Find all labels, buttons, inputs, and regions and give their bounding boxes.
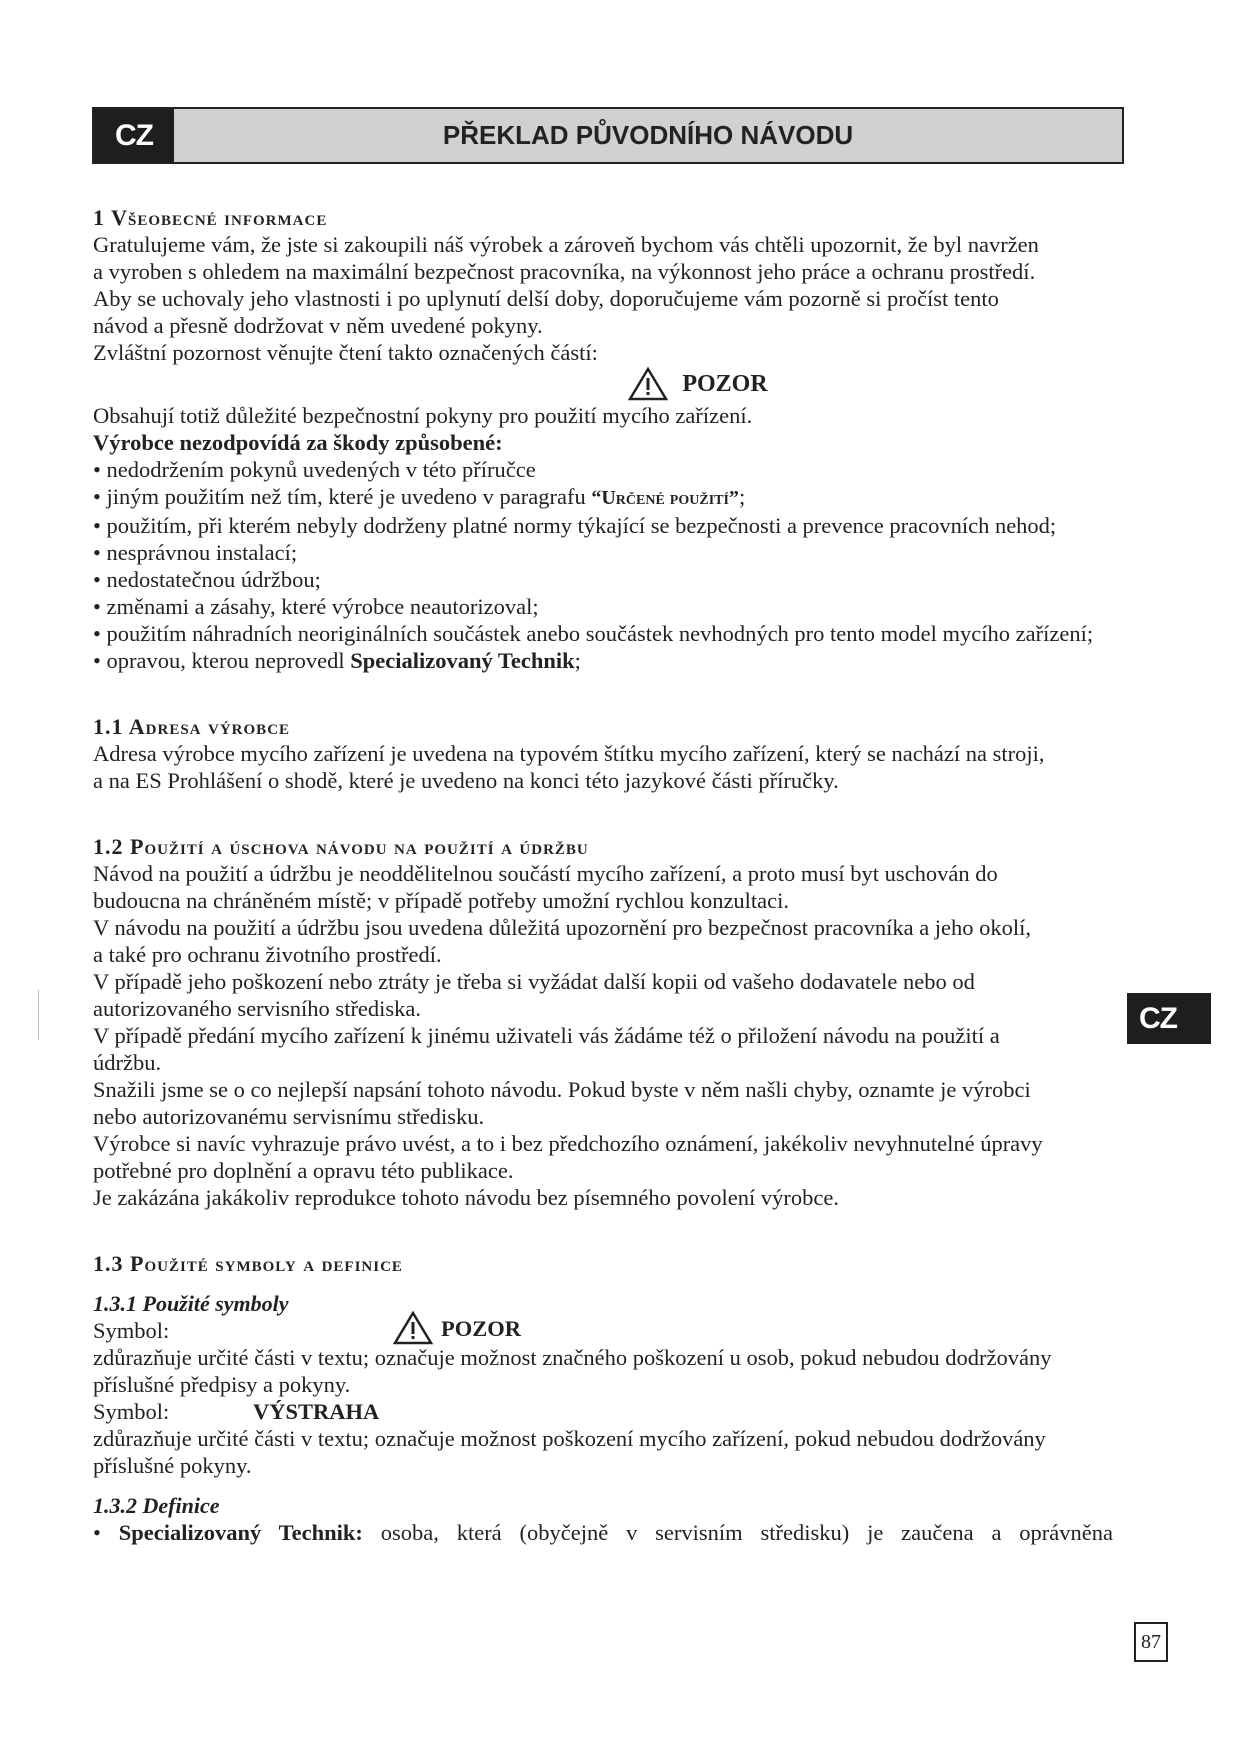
text-line: budoucna na chráněném místě; v případě potřeby umožní rychlou konzultaci. — [93, 888, 790, 913]
text-line: Je zakázána jakákoliv reprodukce tohoto návodu bez písemného povolení výrobce. — [93, 1185, 839, 1210]
list-item: • opravou, kterou neprovedl Specializovaný Technik; — [93, 647, 1173, 674]
page-number: 87 — [1134, 1622, 1168, 1662]
text-line: Obsahují totiž důležité bezpečnostní pokyny pro použití mycího zařízení. — [93, 403, 753, 428]
text-line: Snažili jsme se o co nejlepší napsání tohoto návodu. Pokud byste v něm našli chyby, oznamte je výrobci — [93, 1077, 1031, 1102]
section-1-3-title: 1.3 Použité symboly a definice — [93, 1251, 403, 1276]
definition-term: Specializovaný Technik: — [118, 1520, 363, 1545]
text-line: V případě předání mycího zařízení k jinému uživateli vás žádáme též o přiložení návodu na použití a — [93, 1023, 1000, 1048]
reference-text: “Určené použití” — [591, 487, 739, 509]
list-item: • nesprávnou instalací; — [93, 539, 1173, 566]
margin-line — [38, 990, 39, 1040]
list-item: • nedostatečnou údržbou; — [93, 566, 1173, 593]
text-line: Gratulujeme vám, že jste si zakoupili náš výrobek a zároveň bychom vás chtěli upozornit, že byl navržen — [93, 232, 1039, 257]
warning-triangle-icon — [393, 1311, 433, 1345]
language-side-tab: CZ — [1127, 993, 1211, 1044]
bold-line: Výrobce nezodpovídá za škody způsobené: — [93, 430, 503, 455]
text-line: příslušné předpisy a pokyny. — [93, 1372, 351, 1397]
text-line: potřebné pro doplnění a opravu této publikace. — [93, 1158, 514, 1183]
warning-label: POZOR — [682, 370, 768, 397]
subsection-1-3-2-title: 1.3.2 Definice — [93, 1493, 220, 1518]
symbol-name: VÝSTRAHA — [253, 1399, 380, 1424]
text-line: zdůrazňuje určité části v textu; označuje možnost poškození mycího zařízení, pokud nebudou dodržovány — [93, 1426, 1046, 1451]
symbol-row-pozor — [93, 1317, 1173, 1344]
page-title: PŘEKLAD PŮVODNÍHO NÁVODU — [442, 120, 854, 150]
text-line: Zvláštní pozornost věnujte čtení takto označených částí: — [93, 340, 598, 365]
text-line: Adresa výrobce mycího zařízení je uvedena na typovém štítku mycího zařízení, který se nachází na stroji, — [93, 741, 1045, 766]
text-line: V případě jeho poškození nebo ztráty je třeba si vyžádat další kopii od vašeho dodavatele nebo od — [93, 969, 975, 994]
section-1-title: 1 Všeobecné informace — [93, 205, 328, 230]
symbol-mark — [393, 1311, 521, 1345]
document-body — [93, 205, 1173, 1546]
list-item: • použitím, při kterém nebyly dodrženy platné normy týkající se bezpečnosti a prevence pracovních nehod; — [93, 512, 1098, 539]
text-line: zdůrazňuje určité části v textu; označuje možnost značného poškození u osob, pokud nebudou dodržovány — [93, 1345, 1052, 1370]
text-line: návod a přesně dodržovat v něm uvedené pokyny. — [93, 313, 543, 338]
text-line: příslušné pokyny. — [93, 1453, 252, 1478]
definition-line: • Specializovaný Technik: osoba, která (obyčejně v servisním středisku) je zaučena a oprávněna — [93, 1520, 1113, 1545]
list-item: • použitím náhradních neoriginálních součástek anebo součástek nevhodných pro tento model mycího zařízení; — [93, 620, 1128, 647]
text-line: autorizovaného servisního střediska. — [93, 996, 422, 1021]
text-line: a na ES Prohlášení o shodě, které je uvedeno na konci této jazykové části příručky. — [93, 768, 839, 793]
list-item: • změnami a zásahy, které výrobce neautorizoval; — [93, 593, 1173, 620]
text-line: a vyroben s ohledem na maximální bezpečnost pracovníka, na výkonnost jeho práce a ochranu prostředí. — [93, 259, 1036, 284]
section-1-1-title: 1.1 Adresa výrobce — [93, 714, 291, 739]
text-line: nebo autorizovanému servisnímu středisku. — [93, 1104, 485, 1129]
list-item: • nedodržením pokynů uvedených v této příručce — [93, 456, 1173, 483]
text-line: Návod na použití a údržbu je neoddělitelnou součástí mycího zařízení, a proto musí byt uschován do — [93, 861, 998, 886]
text-line: údržbu. — [93, 1050, 162, 1075]
warning-triangle-icon — [628, 367, 668, 401]
text-line: Aby se uchovaly jeho vlastnosti i po uplynutí delší doby, doporučujeme vám pozorně si pročíst tento — [93, 286, 999, 311]
symbol-row-vystraha — [93, 1398, 1173, 1425]
bold-term: Specializovaný Technik — [350, 648, 575, 673]
text-line: V návodu na použití a údržbu jsou uvedena důležitá upozornění pro bezpečnost pracovníka a jeho okolí, — [93, 915, 1032, 940]
section-1-2-title: 1.2 Použití a úschova návodu na použití a údržbu — [93, 834, 589, 859]
subsection-1-3-1-title: 1.3.1 Použité symboly — [93, 1291, 289, 1316]
liability-list — [93, 456, 1173, 674]
symbol-label: Symbol: — [93, 1399, 170, 1424]
language-badge: CZ — [94, 109, 174, 162]
list-item: • jiným použitím než tím, které je uvedeno v paragrafu “Určené použití”; — [93, 483, 1173, 512]
symbol-label: Symbol: — [93, 1318, 170, 1343]
text-line: Výrobce si navíc vyhrazuje právo uvést, a to i bez předchozího oznámení, jakékoliv nevyhnutelné úpravy — [93, 1131, 1043, 1156]
text-line: a také pro ochranu životního prostředí. — [93, 942, 442, 967]
symbol-name: POZOR — [441, 1315, 522, 1341]
page-header — [92, 107, 1124, 164]
warning-callout — [93, 366, 1173, 402]
